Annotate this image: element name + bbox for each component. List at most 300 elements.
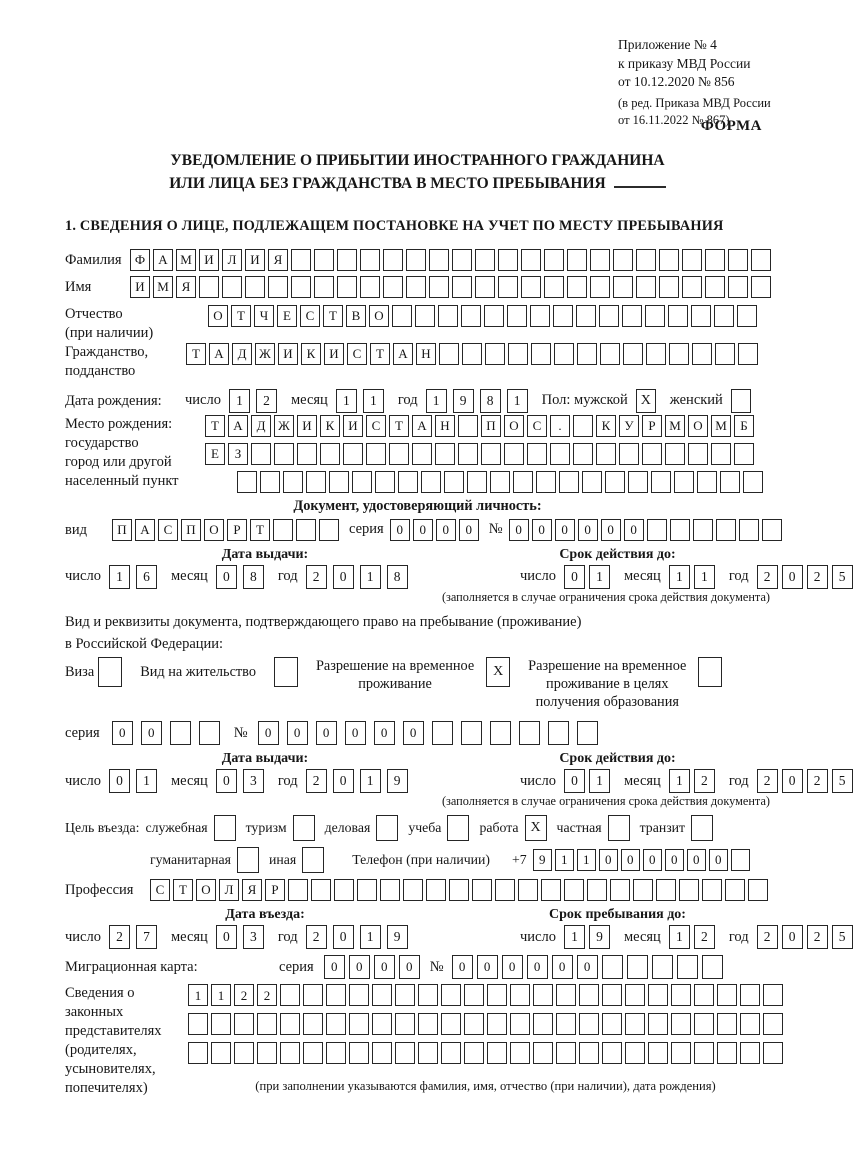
month-label: месяц [623, 928, 661, 945]
form-cell [395, 1042, 415, 1064]
form-cell [337, 276, 357, 298]
residence-valid-month-cells [669, 769, 715, 793]
representatives-cells-row3 [188, 1042, 783, 1064]
number-label: № [429, 958, 444, 975]
form-cell [550, 443, 570, 465]
form-cell: 1 [211, 984, 231, 1006]
form-cell: 7 [136, 925, 157, 949]
appendix-line-1: Приложение № 4 [618, 37, 717, 52]
residence-doc-serial-row [65, 721, 770, 745]
form-cell [296, 519, 316, 541]
purpose-work-label: работа [479, 820, 519, 836]
form-cell [548, 721, 569, 745]
form-cell [334, 879, 354, 901]
purpose-label: Цель въезда: [65, 820, 140, 836]
form-cell [288, 879, 308, 901]
form-cell: 9 [453, 389, 474, 413]
form-cell: 0 [555, 519, 575, 541]
form-cell [291, 276, 311, 298]
form-cell: 2 [256, 389, 277, 413]
form-cell: Т [323, 305, 343, 327]
form-cell: Е [205, 443, 225, 465]
temp-permit-checkbox [486, 657, 510, 687]
form-cell [188, 1013, 208, 1035]
form-cell [375, 471, 395, 493]
form-cell: Н [416, 343, 436, 365]
form-cell: Д [251, 415, 271, 437]
form-cell [438, 305, 458, 327]
form-cell: Я [242, 879, 262, 901]
form-cell [343, 443, 363, 465]
form-cell: 0 [413, 519, 433, 541]
form-cell [579, 984, 599, 1006]
profession-label: Профессия [65, 882, 134, 899]
form-cell: О [688, 415, 708, 437]
form-cell [600, 343, 620, 365]
form-cell: X [486, 657, 510, 687]
form-cell [98, 657, 122, 687]
form-cell: 2 [807, 769, 828, 793]
form-cell [763, 1042, 783, 1064]
form-cell: М [665, 415, 685, 437]
form-cell: 0 [782, 769, 803, 793]
form-cell: И [324, 343, 344, 365]
form-cell: Р [642, 415, 662, 437]
form-cell [725, 879, 745, 901]
birthplace-label-line4: населенный пункт [65, 472, 179, 489]
form-cell [372, 1042, 392, 1064]
form-cell [671, 1042, 691, 1064]
form-cell [260, 471, 280, 493]
form-cell [237, 471, 257, 493]
form-cell: О [369, 305, 389, 327]
form-cell: 0 [709, 849, 728, 871]
title-line-2-text: ИЛИ ЛИЦА БЕЗ ГРАЖДАНСТВА В МЕСТО ПРЕБЫВАНИЯ [169, 175, 606, 193]
form-cell [556, 984, 576, 1006]
residence-doc-intro-line2: в Российской Федерации: [65, 635, 224, 652]
form-cell [728, 249, 748, 271]
form-cell: 0 [564, 769, 585, 793]
form-cell: И [343, 415, 363, 437]
form-cell [677, 955, 698, 979]
form-cell: 1 [669, 925, 690, 949]
temp-edu-permit-label [528, 657, 686, 711]
form-cell: Т [389, 415, 409, 437]
form-cell [283, 471, 303, 493]
form-cell [510, 1042, 530, 1064]
form-cell [513, 471, 533, 493]
form-cell [671, 984, 691, 1006]
form-cell: Р [227, 519, 247, 541]
birthplace-cells-row2 [205, 443, 763, 465]
form-cell: 0 [390, 519, 410, 541]
form-cell: 5 [832, 925, 853, 949]
form-cell [444, 471, 464, 493]
form-cell: 1 [669, 565, 690, 589]
year-label: год [728, 772, 749, 789]
purpose-work-checkbox [525, 815, 547, 841]
surname-cells [130, 249, 771, 271]
phone-cells [533, 849, 750, 871]
representatives-note: (при заполнении указываются фамилия, имя, отчество (при наличии), дата рождения) [255, 1079, 716, 1094]
form-cell [762, 519, 782, 541]
form-cell [737, 305, 757, 327]
purpose-transit-label: транзит [639, 820, 686, 836]
form-cell [669, 343, 689, 365]
form-cell [487, 984, 507, 1006]
representatives-label-line1: Сведения о [65, 985, 135, 1002]
form-cell: 3 [243, 925, 264, 949]
form-cell: 2 [109, 925, 130, 949]
valid-until-heading: Срок действия до: [559, 546, 676, 562]
form-cell [418, 1042, 438, 1064]
name-row [65, 276, 770, 298]
day-label: число [65, 928, 101, 945]
form-cell: З [228, 443, 248, 465]
form-cell [280, 984, 300, 1006]
birth-year-cells [426, 389, 528, 413]
form-cell [734, 443, 754, 465]
birthplace-label-line2: государство [65, 434, 139, 451]
purpose-other-checkbox [302, 847, 324, 873]
birthplace-label-line3: город или другой [65, 453, 172, 470]
form-cell: С [158, 519, 178, 541]
patronymic-label [65, 305, 208, 343]
form-cell: 9 [387, 925, 408, 949]
citizenship-label-line1: Гражданство, [65, 343, 149, 360]
form-cell [608, 815, 630, 841]
form-cell [306, 471, 326, 493]
form-cell [222, 276, 242, 298]
form-cell: 0 [532, 519, 552, 541]
birth-month-cells [336, 389, 384, 413]
form-cell: 0 [599, 849, 618, 871]
form-cell [579, 1042, 599, 1064]
stay-until-date [520, 925, 853, 949]
birthplace-block [65, 415, 770, 493]
identity-doc-row [65, 519, 770, 541]
profession-cells [150, 879, 768, 901]
temp-permit-label [316, 657, 474, 693]
form-cell [636, 249, 656, 271]
form-cell [389, 443, 409, 465]
form-cell: 1 [426, 389, 447, 413]
form-cell [464, 1042, 484, 1064]
representatives-label-line4: (родителях, [65, 1042, 137, 1059]
name-cells [130, 276, 771, 298]
form-cell [418, 1013, 438, 1035]
visa-label: Виза [65, 664, 95, 681]
form-cell [435, 443, 455, 465]
form-cell [273, 519, 293, 541]
form-cell [426, 879, 446, 901]
form-cell [490, 471, 510, 493]
representatives-label-line3: представителях [65, 1023, 162, 1040]
form-cell [461, 721, 482, 745]
form-cell [602, 984, 622, 1006]
form-cell [303, 1013, 323, 1035]
form-cell [648, 1013, 668, 1035]
form-cell [432, 721, 453, 745]
form-cell: О [196, 879, 216, 901]
form-cell: 2 [807, 565, 828, 589]
form-cell: 0 [452, 955, 473, 979]
phone-label: Телефон (при наличии) [352, 852, 491, 868]
form-cell: Т [205, 415, 225, 437]
form-cell [720, 471, 740, 493]
form-cell [467, 471, 487, 493]
form-cell: 2 [757, 925, 778, 949]
form-cell [352, 471, 372, 493]
form-cell [691, 815, 713, 841]
form-cell: Р [265, 879, 285, 901]
year-label: год [728, 928, 749, 945]
form-cell [556, 1042, 576, 1064]
form-cell: 0 [287, 721, 308, 745]
stay-month-cells [669, 925, 715, 949]
form-cell [449, 879, 469, 901]
birthdate-row [65, 389, 770, 413]
form-cell [659, 276, 679, 298]
form-cell: 2 [257, 984, 277, 1006]
form-cell: 9 [533, 849, 552, 871]
form-cell [622, 305, 642, 327]
form-cell [702, 955, 723, 979]
form-cell [691, 305, 711, 327]
doc-series-cells [390, 519, 479, 541]
sex-male-label: Пол: мужской [541, 392, 628, 408]
form-cell: Я [176, 276, 196, 298]
form-cell [576, 305, 596, 327]
form-cell: 0 [374, 721, 395, 745]
form-cell: 1 [360, 769, 381, 793]
form-cell: 2 [694, 925, 715, 949]
sex-female-checkbox [731, 389, 751, 413]
validity-limit-note: (заполняется в случае ограничения срока действия документа) [441, 794, 770, 809]
issue-year-cells [306, 565, 408, 589]
form-cell [553, 305, 573, 327]
form-cell [694, 1013, 714, 1035]
form-cell [447, 815, 469, 841]
residence-doc-dates-row [65, 769, 846, 793]
birthdate-label: Дата рождения: [65, 392, 162, 409]
stay-until-heading: Срок пребывания до: [549, 907, 686, 923]
form-cell [357, 879, 377, 901]
form-cell: 0 [578, 519, 598, 541]
purpose-business-label: деловая [324, 820, 371, 836]
entry-month-cells [216, 925, 264, 949]
purpose-business-checkbox [376, 815, 398, 841]
form-cell: И [199, 249, 219, 271]
residence-issue-year-cells [306, 769, 408, 793]
form-cell [234, 1013, 254, 1035]
form-cell [716, 519, 736, 541]
form-cell [619, 443, 639, 465]
form-cell [257, 1042, 277, 1064]
patronymic-label-line2: (при наличии) [65, 324, 154, 341]
form-cell [508, 343, 528, 365]
form-cell: О [208, 305, 228, 327]
form-cell [740, 1042, 760, 1064]
form-cell: 0 [216, 769, 237, 793]
form-cell: 0 [399, 955, 420, 979]
day-label: число [520, 928, 556, 945]
residence-doc-type-row [65, 657, 770, 711]
form-cell [533, 984, 553, 1006]
entry-day-cells [109, 925, 157, 949]
form-cell [349, 1042, 369, 1064]
entry-date-heading: Дата въезда: [225, 907, 305, 923]
form-cell [360, 276, 380, 298]
form-cell [682, 249, 702, 271]
form-cell [602, 1013, 622, 1035]
year-label: год [277, 928, 298, 945]
form-cell [715, 343, 735, 365]
form-cell [521, 249, 541, 271]
form-cell: 0 [477, 955, 498, 979]
month-label: месяц [623, 772, 661, 789]
form-cell [596, 443, 616, 465]
form-cell [740, 1013, 760, 1035]
stay-year-cells [757, 925, 853, 949]
form-cell [610, 879, 630, 901]
form-cell [577, 343, 597, 365]
phone-prefix: +7 [512, 852, 527, 868]
form-cell: 1 [360, 565, 381, 589]
form-cell [530, 305, 550, 327]
form-cell [458, 415, 478, 437]
form-cell: 1 [555, 849, 574, 871]
form-cell [314, 249, 334, 271]
form-cell [688, 443, 708, 465]
form-cell: 0 [333, 769, 354, 793]
form-cell: Л [222, 249, 242, 271]
form-cell: 3 [243, 769, 264, 793]
purpose-study-checkbox [447, 815, 469, 841]
form-cell [303, 984, 323, 1006]
form-cell: 0 [333, 565, 354, 589]
issue-date-heading: Дата выдачи: [221, 546, 309, 562]
residence-permit-label: Вид на жительство [140, 664, 256, 681]
temp-edu-label-line2: проживание в целях [546, 676, 669, 693]
form-cell [326, 984, 346, 1006]
form-cell: У [619, 415, 639, 437]
form-cell [582, 471, 602, 493]
temp-edu-label-line3: получения образования [535, 694, 679, 711]
form-cell [652, 955, 673, 979]
form-cell [302, 847, 324, 873]
day-label: число [65, 568, 101, 584]
form-cell [694, 984, 714, 1006]
form-cell [751, 249, 771, 271]
form-cell [495, 879, 515, 901]
form-cell: 5 [832, 565, 853, 589]
form-cell [395, 1013, 415, 1035]
form-cell: 1 [136, 769, 157, 793]
form-cell [702, 879, 722, 901]
number-label: № [233, 724, 248, 741]
form-cell [743, 471, 763, 493]
identity-doc-heading: Документ, удостоверяющий личность: [293, 497, 542, 514]
form-cell: 0 [316, 721, 337, 745]
form-cell [567, 276, 587, 298]
form-cell [211, 1042, 231, 1064]
form-cell [573, 415, 593, 437]
form-cell: 0 [687, 849, 706, 871]
form-cell: . [550, 415, 570, 437]
form-cell [484, 305, 504, 327]
form-cell [439, 343, 459, 365]
purpose-second-row [150, 847, 770, 873]
form-cell [697, 471, 717, 493]
form-cell [268, 276, 288, 298]
form-cell [170, 721, 191, 745]
form-cell [541, 879, 561, 901]
form-cell: С [150, 879, 170, 901]
form-cell: А [393, 343, 413, 365]
residence-valid-day-cells [564, 769, 610, 793]
form-cell: 0 [621, 849, 640, 871]
form-cell: 2 [757, 769, 778, 793]
form-cell [475, 276, 495, 298]
form-cell [728, 276, 748, 298]
temp-edu-label-line1: Разрешение на временное [528, 658, 687, 675]
form-cell: 0 [624, 519, 644, 541]
citizenship-cells [186, 343, 758, 365]
form-cell [498, 249, 518, 271]
purpose-other-label: иная [268, 852, 297, 868]
form-cell: 0 [782, 565, 803, 589]
form-cell: 0 [527, 955, 548, 979]
form-cell [674, 471, 694, 493]
form-cell [531, 343, 551, 365]
form-cell [214, 815, 236, 841]
form-cell [651, 471, 671, 493]
form-cell: 1 [363, 389, 384, 413]
form-cell: Н [435, 415, 455, 437]
form-cell: 1 [564, 925, 585, 949]
form-cell: К [596, 415, 616, 437]
form-cell [245, 276, 265, 298]
form-cell [392, 305, 412, 327]
form-cell [590, 249, 610, 271]
issue-month-cells [216, 565, 264, 589]
valid-year-cells [757, 565, 853, 589]
form-cell [714, 305, 734, 327]
form-cell [536, 471, 556, 493]
sex-female-label: женский [669, 392, 723, 408]
form-cell: 2 [306, 769, 327, 793]
form-cell: 0 [601, 519, 621, 541]
purpose-humanitarian-checkbox [237, 847, 259, 873]
form-cell [648, 984, 668, 1006]
form-cell: 0 [345, 721, 366, 745]
form-cell [693, 519, 713, 541]
form-cell: 0 [509, 519, 529, 541]
form-cell [738, 343, 758, 365]
citizenship-label [65, 343, 186, 381]
form-cell: С [366, 415, 386, 437]
valid-day-cells [564, 565, 610, 589]
form-cell [188, 1042, 208, 1064]
form-cell [398, 471, 418, 493]
form-cell: 0 [502, 955, 523, 979]
form-cell: И [278, 343, 298, 365]
form-cell [717, 1013, 737, 1035]
purpose-transit-checkbox [691, 815, 713, 841]
form-cell [623, 343, 643, 365]
form-cell [705, 249, 725, 271]
